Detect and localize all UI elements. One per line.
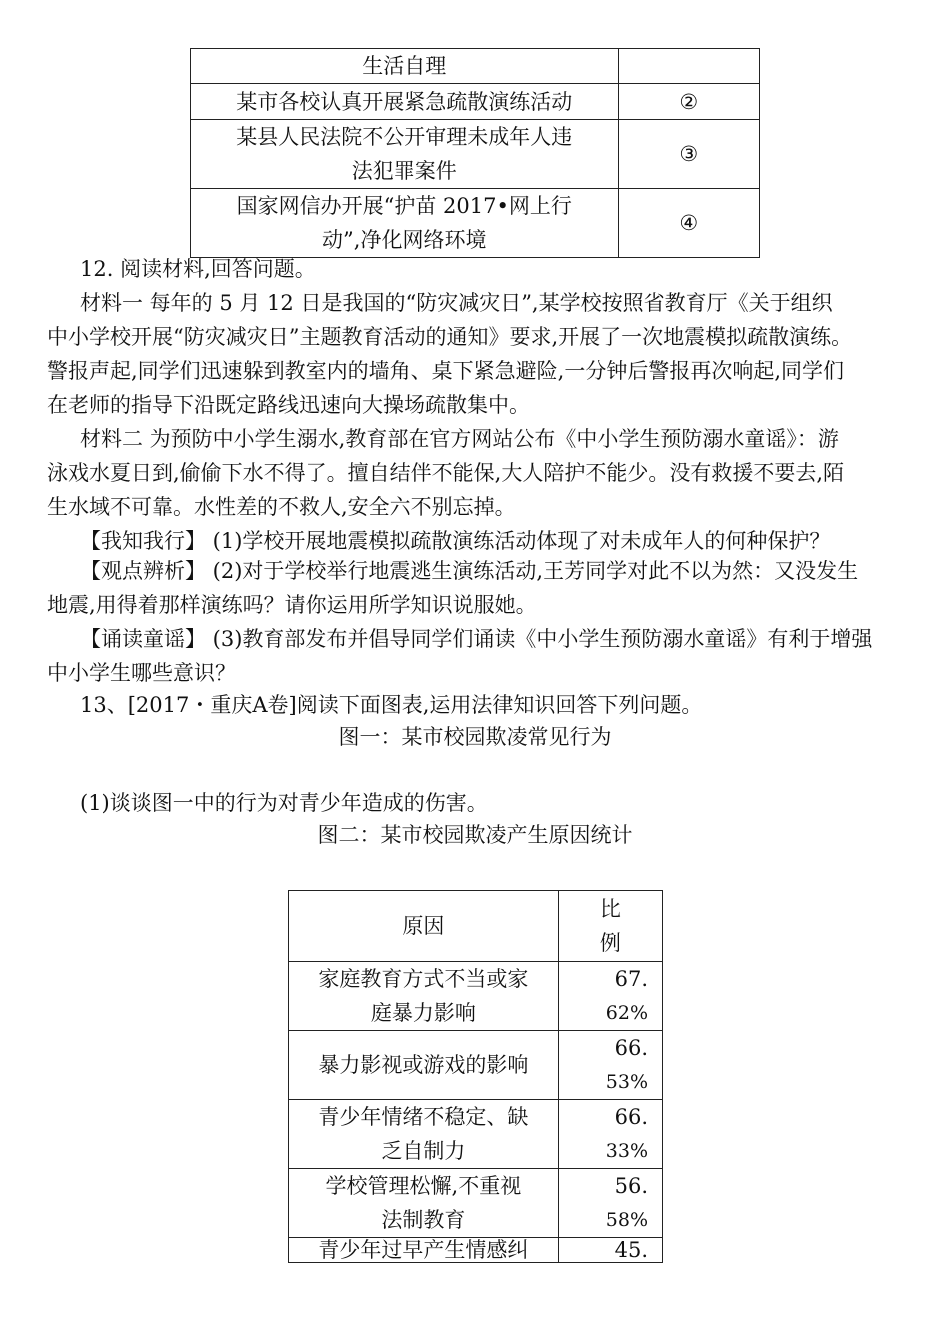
material1-line: 警报声起,同学们迅速躲到教室内的墙角、桌下紧急避险,一分钟后警报再次响起,同学们: [47, 359, 845, 383]
q12-sub3-line: 中小学生哪些意识？: [47, 661, 236, 685]
cell-line: 56.: [614, 1174, 648, 1198]
q12-sub2-line: 【观点辨析】 (2)对于学校举行地震逃生演练活动,王芳同学对此不以为然：又没发生: [80, 559, 859, 583]
ratio-cell: [558, 1031, 662, 1100]
cell-line: 法犯罪案件: [351, 159, 457, 183]
table-row: [289, 1100, 663, 1169]
material1-line: 在老师的指导下沿既定路线迅速向大操场疏散集中。: [47, 393, 530, 417]
table-cell: [191, 120, 619, 189]
q12-sub3-line: 【诵读童谣】 (3)教育部发布并倡导同学们诵读《中小学生预防溺水童谣》有利于增强: [80, 627, 873, 651]
cell-line: 动”,净化网络环境: [322, 228, 487, 252]
ratio-cell: [558, 962, 662, 1031]
q13-sub1: (1)谈谈图一中的行为对青少年造成的伤害。: [80, 791, 488, 815]
table-row: [289, 962, 663, 1031]
material1-line: 材料一 每年的 5 月 12 日是我国的“防灾减灾日”,某学校按照省教育厅《关于组织: [80, 291, 833, 315]
material1-line: 中小学校开展“防灾减灾日”主题教育活动的通知》要求,开展了一次地震模拟疏散演练。: [47, 325, 853, 349]
figure1-caption: 图一：某市校园欺凌常见行为: [338, 725, 612, 749]
q12-sub1: 【我知我行】 (1)学校开展地震模拟疏散演练活动体现了对未成年人的何种保护？: [80, 529, 831, 553]
q12-title: 12. 阅读材料,回答问题。: [80, 257, 316, 281]
cell-line: 乏自制力: [381, 1139, 466, 1163]
cell-line: 某县人民法院不公开审理未成年人违: [236, 125, 573, 149]
table-row: [191, 84, 760, 120]
table-row: [289, 1238, 663, 1263]
table-cell: ③: [618, 120, 760, 189]
cell-line: 庭暴力影响: [370, 1001, 476, 1025]
header-ratio-line: 比: [599, 897, 621, 921]
header-ratio-line: 例: [599, 931, 621, 955]
cell-line: 国家网信办开展“护苗 2017•网上行: [236, 194, 572, 218]
ratio-cell: [558, 1169, 662, 1238]
cell-line: 青少年情绪不稳定、缺: [318, 1105, 529, 1129]
q12-sub2-line: 地震,用得着那样演练吗？请你运用所学知识说服她。: [47, 593, 537, 617]
reason-cell: [289, 1169, 559, 1238]
table-cell: [618, 49, 760, 84]
table-cell: 某市各校认真开展紧急疏散演练活动: [191, 84, 619, 120]
header-ratio: [558, 891, 662, 962]
cell-line: 法制教育: [381, 1208, 466, 1232]
table-row: [191, 49, 760, 84]
cell-line: 家庭教育方式不当或家: [318, 967, 529, 991]
table-cell: ④: [618, 189, 760, 258]
cell-line: 53%: [605, 1071, 648, 1093]
table-cell: ②: [618, 84, 760, 120]
material2-line: 生水域不可靠。水性差的不救人,安全六不别忘掉。: [47, 495, 516, 519]
table-cell: 生活自理: [191, 49, 619, 84]
cell-line: 58%: [605, 1209, 648, 1231]
cell-line: 62%: [605, 1002, 648, 1024]
figure2-caption: 图二：某市校园欺凌产生原因统计: [317, 823, 633, 847]
ratio-cell: [558, 1100, 662, 1169]
table-row: [289, 1031, 663, 1100]
cell-line: 66.: [614, 1105, 648, 1129]
material2-line: 泳戏水夏日到,偷偷下水不得了。擅自结伴不能保,大人陪护不能少。没有救援不要去,陌: [47, 461, 845, 485]
q13-title: 13、[2017・重庆A卷]阅读下面图表,运用法律知识回答下列问题。: [80, 693, 703, 717]
reason-cell: [289, 1100, 559, 1169]
ratio-cell: 45.: [558, 1238, 662, 1263]
header-reason: 原因: [289, 891, 559, 962]
top-table: [190, 48, 760, 258]
cause-statistics-table: [288, 890, 663, 1263]
reason-cell: [289, 962, 559, 1031]
table-header-row: [289, 891, 663, 962]
material2-line: 材料二 为预防中小学生溺水,教育部在官方网站公布《中小学生预防溺水童谣》：游: [80, 427, 839, 451]
table-row: [289, 1169, 663, 1238]
cell-line: 66.: [614, 1036, 648, 1060]
reason-cell: 暴力影视或游戏的影响: [289, 1031, 559, 1100]
cell-line: 67.: [614, 967, 648, 991]
cell-line: 学校管理松懈,不重视: [325, 1174, 522, 1198]
reason-cell: 青少年过早产生情感纠: [289, 1238, 559, 1263]
table-row: [191, 120, 760, 189]
cell-line: 33%: [605, 1140, 648, 1162]
table-row: [191, 189, 760, 258]
table-cell: [191, 189, 619, 258]
